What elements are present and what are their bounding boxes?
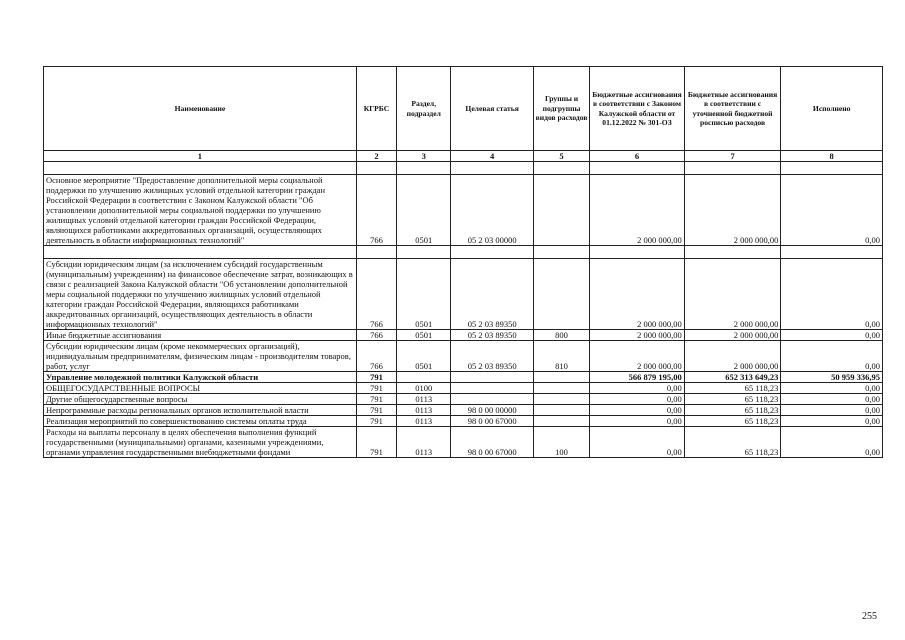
row-group bbox=[533, 416, 589, 427]
row-assign-refined: 2 000 000,00 bbox=[684, 259, 781, 330]
row-name: Реализация мероприятий по совершенствованию системы оплаты труда bbox=[44, 416, 357, 427]
row-target: 05 2 03 89350 bbox=[451, 259, 533, 330]
row-assign-law: 0,00 bbox=[590, 416, 685, 427]
spacer-cell bbox=[684, 162, 781, 175]
spacer-cell bbox=[356, 246, 396, 259]
row-section: 0113 bbox=[397, 416, 451, 427]
row-group: 800 bbox=[533, 330, 589, 341]
row-name: Другие общегосударственные вопросы bbox=[44, 394, 357, 405]
budget-table bbox=[43, 66, 883, 458]
row-section: 0501 bbox=[397, 341, 451, 372]
column-number: 6 bbox=[590, 151, 685, 162]
spacer-cell bbox=[451, 246, 533, 259]
spacer-cell bbox=[590, 246, 685, 259]
row-assign-refined: 65 118,23 bbox=[684, 383, 781, 394]
row-executed: 0,00 bbox=[781, 405, 883, 416]
row-kgrbs: 766 bbox=[356, 175, 396, 246]
row-group bbox=[533, 405, 589, 416]
row-name: Основное мероприятие "Предоставление дополнительной меры социальной поддержки по улучшению жилищных условий отдельной категории граждан Российской Федерации в соответствии с Законом Калужской области "Об установлении дополнительной меры социальной поддержки по улучшению жилищных условий отдельной категории граждан Российской Федерации, являющихся работниками аккредитованных организаций, осуществляющих деятельность в области информационных технологий" bbox=[44, 175, 357, 246]
row-assign-law: 2 000 000,00 bbox=[590, 175, 685, 246]
row-group bbox=[533, 383, 589, 394]
row-kgrbs: 791 bbox=[356, 416, 396, 427]
row-target: 98 0 00 00000 bbox=[451, 405, 533, 416]
column-number: 2 bbox=[356, 151, 396, 162]
row-target bbox=[451, 394, 533, 405]
row-target: 05 2 03 89350 bbox=[451, 330, 533, 341]
header-name: Наименование bbox=[44, 67, 357, 151]
row-executed: 0,00 bbox=[781, 383, 883, 394]
row-kgrbs: 766 bbox=[356, 259, 396, 330]
spacer-cell bbox=[397, 246, 451, 259]
column-number: 7 bbox=[684, 151, 781, 162]
row-kgrbs: 791 bbox=[356, 405, 396, 416]
table-row bbox=[44, 175, 883, 246]
row-assign-refined: 2 000 000,00 bbox=[684, 175, 781, 246]
spacer-cell bbox=[590, 162, 685, 175]
row-executed: 0,00 bbox=[781, 330, 883, 341]
column-number: 4 bbox=[451, 151, 533, 162]
row-group bbox=[533, 372, 589, 383]
row-section: 0113 bbox=[397, 427, 451, 458]
row-kgrbs: 791 bbox=[356, 383, 396, 394]
row-target: 05 2 03 00000 bbox=[451, 175, 533, 246]
row-assign-refined: 65 118,23 bbox=[684, 427, 781, 458]
row-name: Иные бюджетные ассигнования bbox=[44, 330, 357, 341]
row-kgrbs: 791 bbox=[356, 394, 396, 405]
row-target: 98 0 00 67000 bbox=[451, 427, 533, 458]
row-assign-law: 566 879 195,00 bbox=[590, 372, 685, 383]
header-row bbox=[44, 67, 883, 151]
row-executed: 0,00 bbox=[781, 259, 883, 330]
row-group: 100 bbox=[533, 427, 589, 458]
row-assign-refined: 65 118,23 bbox=[684, 394, 781, 405]
spacer-cell bbox=[533, 246, 589, 259]
row-section: 0501 bbox=[397, 259, 451, 330]
row-name: Субсидии юридическим лицам (кроме некоммерческих организаций), индивидуальным предпринимателям, физическим лицам - производителям товаров, работ, услуг bbox=[44, 341, 357, 372]
spacer-cell bbox=[397, 162, 451, 175]
row-group: 810 bbox=[533, 341, 589, 372]
row-kgrbs: 791 bbox=[356, 372, 396, 383]
row-section: 0501 bbox=[397, 175, 451, 246]
header-executed: Исполнено bbox=[781, 67, 883, 151]
row-name: Управление молодежной политики Калужской области bbox=[44, 372, 357, 383]
row-executed: 50 959 336,95 bbox=[781, 372, 883, 383]
table-row bbox=[44, 416, 883, 427]
spacer-cell bbox=[44, 162, 357, 175]
row-section: 0113 bbox=[397, 394, 451, 405]
row-assign-law: 0,00 bbox=[590, 427, 685, 458]
header-assign-refined: Бюджетные ассигнования в соответствии с уточненной бюджетной росписью расходов bbox=[684, 67, 781, 151]
header-groups: Группы и подгруппы видов расходов bbox=[533, 67, 589, 151]
column-number: 1 bbox=[44, 151, 357, 162]
table-row bbox=[44, 330, 883, 341]
row-spacer bbox=[44, 246, 883, 259]
table-row bbox=[44, 427, 883, 458]
row-executed: 0,00 bbox=[781, 416, 883, 427]
row-kgrbs: 766 bbox=[356, 330, 396, 341]
row-assign-law: 0,00 bbox=[590, 394, 685, 405]
row-executed: 0,00 bbox=[781, 394, 883, 405]
row-assign-refined: 2 000 000,00 bbox=[684, 330, 781, 341]
table-row bbox=[44, 383, 883, 394]
row-target: 98 0 00 67000 bbox=[451, 416, 533, 427]
row-name: ОБЩЕГОСУДАРСТВЕННЫЕ ВОПРОСЫ bbox=[44, 383, 357, 394]
row-executed: 0,00 bbox=[781, 175, 883, 246]
table-row bbox=[44, 405, 883, 416]
row-assign-refined: 65 118,23 bbox=[684, 416, 781, 427]
row-section: 0100 bbox=[397, 383, 451, 394]
spacer-cell bbox=[356, 162, 396, 175]
header-kgrbs: КГРБС bbox=[356, 67, 396, 151]
row-kgrbs: 791 bbox=[356, 427, 396, 458]
row-assign-law: 0,00 bbox=[590, 405, 685, 416]
page-number: 255 bbox=[862, 611, 877, 622]
row-assign-refined: 2 000 000,00 bbox=[684, 341, 781, 372]
row-assign-refined: 65 118,23 bbox=[684, 405, 781, 416]
row-section bbox=[397, 372, 451, 383]
row-assign-refined: 652 313 649,23 bbox=[684, 372, 781, 383]
row-name: Расходы на выплаты персоналу в целях обеспечения выполнения функций государственными (муниципальными) органами, казенными учреждениями, органами управления государственными внебюджетными фондами bbox=[44, 427, 357, 458]
row-spacer bbox=[44, 162, 883, 175]
header-assign-law: Бюджетные ассигнования в соответствии с Законом Калужской области от 01.12.2022 № 301-ОЗ bbox=[590, 67, 685, 151]
row-assign-law: 2 000 000,00 bbox=[590, 341, 685, 372]
row-target bbox=[451, 383, 533, 394]
row-section: 0501 bbox=[397, 330, 451, 341]
row-target bbox=[451, 372, 533, 383]
row-group bbox=[533, 394, 589, 405]
row-target: 05 2 03 89350 bbox=[451, 341, 533, 372]
row-group bbox=[533, 175, 589, 246]
spacer-cell bbox=[781, 162, 883, 175]
row-assign-law: 2 000 000,00 bbox=[590, 259, 685, 330]
spacer-cell bbox=[781, 246, 883, 259]
row-assign-law: 0,00 bbox=[590, 383, 685, 394]
column-number-row bbox=[44, 151, 883, 162]
header-target: Целевая статья bbox=[451, 67, 533, 151]
column-number: 3 bbox=[397, 151, 451, 162]
table-row bbox=[44, 394, 883, 405]
row-assign-law: 2 000 000,00 bbox=[590, 330, 685, 341]
row-kgrbs: 766 bbox=[356, 341, 396, 372]
spacer-cell bbox=[44, 246, 357, 259]
column-number: 5 bbox=[533, 151, 589, 162]
row-section: 0113 bbox=[397, 405, 451, 416]
table-row bbox=[44, 259, 883, 330]
row-name: Субсидии юридическим лицам (за исключением субсидий государственным (муниципальным) учреждениям) на финансовое обеспечение затрат, возникающих в связи с реализацией Закона Калужской области "Об установлении дополнительной меры социальной поддержки по улучшению жилищных условий отдельной категории граждан Российской Федерации, являющихся работниками аккредитованных организаций, осуществляющих деятельность в области информационных технологий" bbox=[44, 259, 357, 330]
spacer-cell bbox=[684, 246, 781, 259]
column-number: 8 bbox=[781, 151, 883, 162]
header-section: Раздел, подраздел bbox=[397, 67, 451, 151]
row-group bbox=[533, 259, 589, 330]
spacer-cell bbox=[451, 162, 533, 175]
spacer-cell bbox=[533, 162, 589, 175]
row-executed: 0,00 bbox=[781, 427, 883, 458]
row-name: Непрограммные расходы региональных органов исполнительной власти bbox=[44, 405, 357, 416]
table-row bbox=[44, 341, 883, 372]
table-row bbox=[44, 372, 883, 383]
row-executed: 0,00 bbox=[781, 341, 883, 372]
